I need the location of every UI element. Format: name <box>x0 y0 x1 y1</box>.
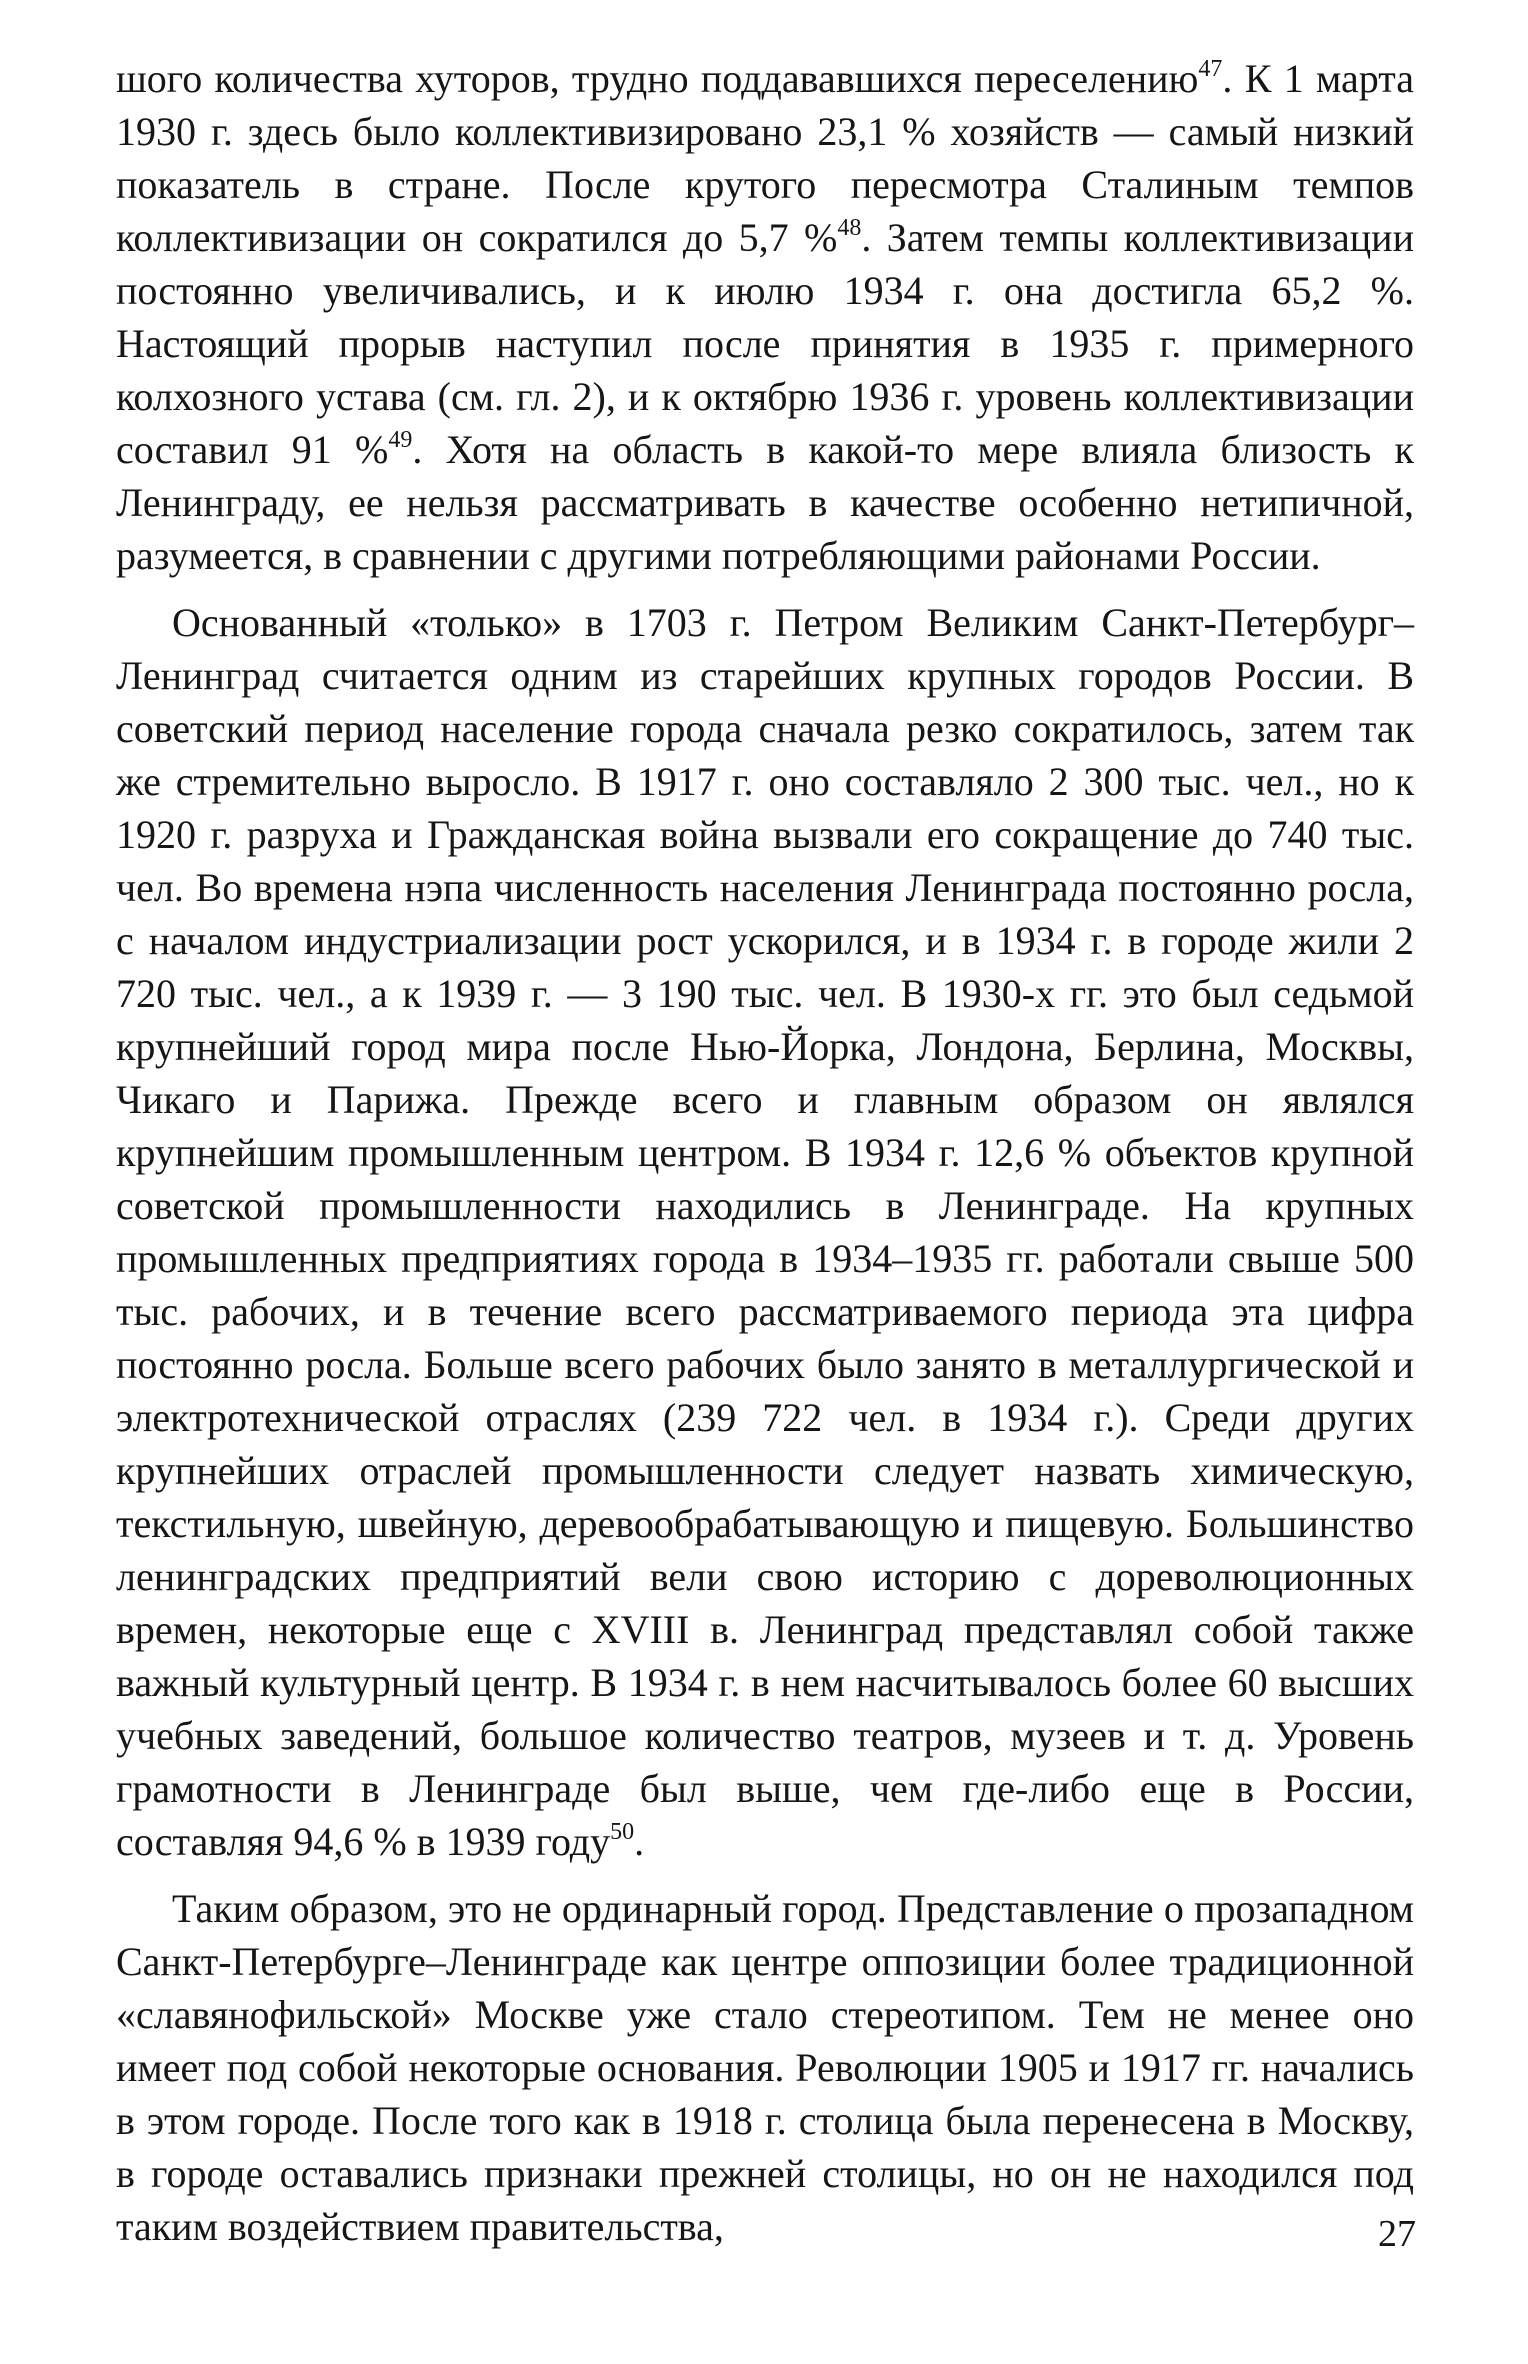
paragraph-text: . <box>634 1819 645 1864</box>
paragraph <box>116 1882 1414 2253</box>
paragraph-text: . К 1 марта 1930 г. здесь было коллективизировано 23,1 % хозяйств — самый низкий показатель в стране. После крутого пересмотра Сталиным темпов коллективизации он сократился до 5,7 % <box>116 56 1414 260</box>
footnote-reference: 50 <box>610 1819 635 1845</box>
footnote-reference: 47 <box>1198 56 1223 82</box>
paragraph <box>116 596 1414 1868</box>
paragraph-text: Основанный «только» в 1703 г. Петром Великим Санкт-Петербург–Ленинград считается одним из старейших крупных городов России. В советский период население города сначала резко сократилось, затем так же стремительно выросло. В 1917 г. оно составляло 2 300 тыс. чел., но к 1920 г. разруха и Гражданская война вызвали его сокращение до 740 тыс. чел. Во времена нэпа численность населения Ленинграда постоянно росла, с началом индустриализации рост ускорился, и в 1934 г. в городе жили 2 720 тыс. чел., а к 1939 г. — 3 190 тыс. чел. В 1930-х гг. это был седьмой крупнейший город мира после Нью-Йорка, Лондона, Берлина, Москвы, Чикаго и Парижа. Прежде всего и главным образом он являлся крупнейшим промышленным центром. В 1934 г. 12,6 % объектов крупной советской промышленности находились в Ленинграде. На крупных промышленных предприятиях города в 1934–1935 гг. работали свыше 500 тыс. рабочих, и в течение всего рассматриваемого периода эта цифра постоянно росла. Больше всего рабочих было занято в металлургической и электротехнической отраслях (239 722 чел. в 1934 г.). Среди других крупнейших отраслей промышленности следует назвать химическую, текстильную, швейную, деревообрабатывающую и пищевую. Большинство ленинградских предприятий вели свою историю с дореволюционных времен, некоторые еще с XVIII в. Ленинград представлял собой также важный культурный центр. В 1934 г. в нем насчитывалось более 60 высших учебных заведений, большое количество театров, музеев и т. д. Уровень грамотности в Ленинграде был выше, чем где-либо еще в России, составляя 94,6 % в 1939 году <box>116 600 1414 1864</box>
paragraph-text: . Затем темпы коллективизации постоянно увеличивались, и к июлю 1934 г. она достигла 65,2 %. Настоящий прорыв наступил после принятия в 1935 г. примерного колхозного устава (см. гл. 2), и к октябрю 1936 г. уровень коллективизации составил 91 % <box>116 215 1414 472</box>
page-number: 27 <box>1378 2213 1416 2255</box>
paragraph <box>116 52 1414 582</box>
footnote-reference: 48 <box>837 215 862 241</box>
footnote-reference: 49 <box>388 427 413 453</box>
paragraph-text: шого количества хуторов, трудно поддававшихся переселению <box>116 56 1199 101</box>
paragraph-text: . Хотя на область в какой-то мере влияла близость к Ленинграду, ее нельзя рассматривать в качестве особенно нетипичной, разумеется, в сравнении с другими потребляющими районами России. <box>116 427 1414 578</box>
body-text <box>116 52 1414 2267</box>
paragraph-text: Таким образом, это не ординарный город. Представление о прозападном Санкт-Петербурге–Ленинграде как центре оппозиции более традиционной «славянофильской» Москве уже стало стереотипом. Тем не менее оно имеет под собой некоторые основания. Революции 1905 и 1917 гг. начались в этом городе. После того как в 1918 г. столица была перенесена в Москву, в городе оставались признаки прежней столицы, но он не находился под таким воздействием правительства, <box>116 1886 1414 2249</box>
